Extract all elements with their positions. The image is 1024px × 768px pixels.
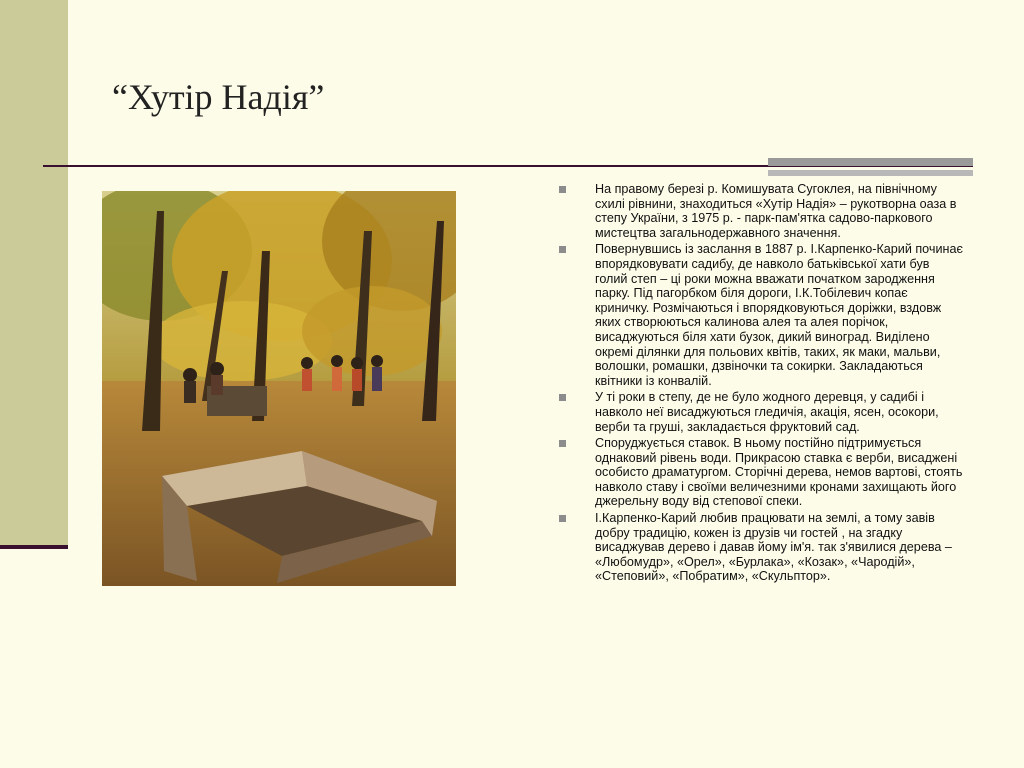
bullet-item — [556, 182, 964, 240]
photo-autumn-park-well-icon — [102, 191, 456, 586]
side-band-underline — [0, 545, 68, 549]
bullet-item — [556, 242, 964, 388]
side-decoration-band — [0, 0, 68, 548]
divider-accent — [768, 158, 973, 178]
bullet-text: Повернувшись із заслання в 1887 р. І.Карпенко-Карий починає впорядковувати садибу, де навколо батьківської хати був голий степ – ці роки можна вважати початком зародження парку. Під пагорбком біля дороги, І.К.Тобілевич копає криничку. Розмічаються і впорядковуються доріжки, вздовж яких створюються калинова алея та алея порічок, висаджуються біля хати бузок, дикий виноград. Виділено окремі ділянки для польових квітів, таких, як маки, мальви, волошки, ромашки, дзвіночки та сокирки. Закладаються квітники із конвалій. — [595, 242, 963, 388]
square-bullet-icon — [559, 186, 566, 193]
square-bullet-icon — [559, 515, 566, 522]
bullet-item — [556, 390, 964, 434]
park-well-photo — [102, 191, 456, 586]
bullet-item — [556, 511, 964, 584]
bullet-list — [556, 182, 964, 584]
bullet-item — [556, 436, 964, 509]
bullet-text-block — [556, 182, 964, 586]
bullet-text: На правому березі р. Комишувата Сугоклея, на північному схилі рівнини, знаходиться «Хутір Надія» – рукотворна оаза в степу України, з 1975 р. - парк-пам'ятка садово-паркового мистецтва загальнодержавного значення. — [595, 182, 957, 240]
bullet-text: І.Карпенко-Карий любив працювати на землі, а тому завів добру традицію, кожен із друзів чи гостей , на згадку висаджував дерево і давав йому ім'я. так з'явилися дерева – «Любомудр», «Орел», «Бурлака», «Козак», «Чародій», «Степовий», «Побратим», «Скульптор». — [595, 511, 952, 584]
bullet-text: У ті роки в степу, де не було жодного деревця, у садибі і навколо неї висаджуються гледичія, акація, ясен, осокори, верби та груші, закладається фруктовий сад. — [595, 390, 939, 434]
slide-title: “Хутір Надія” — [112, 77, 325, 117]
bullet-text: Споруджується ставок. В ньому постійно підтримується однаковий рівень води. Прикрасою ставка є верби, висаджені особисто драматургом. Сторічні дерева, немов вартові, стоять навколо ставу і своїми величезними кронами захищають його джерельну воду від степової спеки. — [595, 436, 963, 509]
square-bullet-icon — [559, 246, 566, 253]
square-bullet-icon — [559, 440, 566, 447]
square-bullet-icon — [559, 394, 566, 401]
